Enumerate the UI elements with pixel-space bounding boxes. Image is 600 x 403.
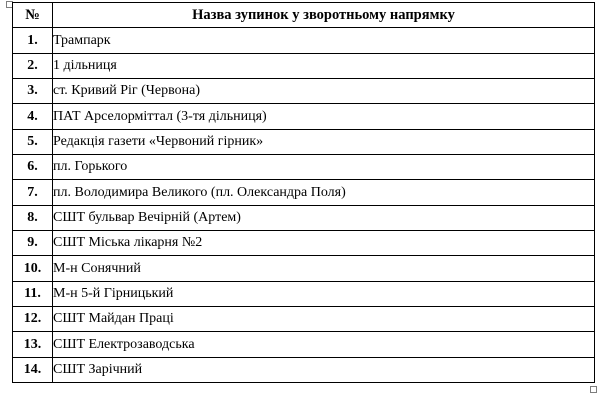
header-stop-name: Назва зупинок у зворотньому напрямку bbox=[53, 3, 595, 28]
row-number: 4. bbox=[13, 104, 53, 129]
table-row bbox=[13, 53, 595, 78]
table-row bbox=[13, 357, 595, 382]
table-row bbox=[13, 104, 595, 129]
table-row bbox=[13, 231, 595, 256]
stop-name: пл. Володимира Великого (пл. Олександра Поля) bbox=[53, 180, 595, 205]
stop-name: СШТ Майдан Праці bbox=[53, 307, 595, 332]
row-number: 8. bbox=[13, 205, 53, 230]
stop-name: пл. Горького bbox=[53, 155, 595, 180]
stop-name: Трампарк bbox=[53, 28, 595, 53]
stop-name: СШТ Зарічний bbox=[53, 357, 595, 382]
stop-name: 1 дільниця bbox=[53, 53, 595, 78]
row-number: 6. bbox=[13, 155, 53, 180]
row-number: 7. bbox=[13, 180, 53, 205]
row-number: 1. bbox=[13, 28, 53, 53]
table-row bbox=[13, 332, 595, 357]
row-number: 9. bbox=[13, 231, 53, 256]
stop-name: Редакція газети «Червоний гірник» bbox=[53, 129, 595, 154]
table-body bbox=[13, 28, 595, 383]
header-number: № bbox=[13, 3, 53, 28]
table-row bbox=[13, 205, 595, 230]
table-resize-handle[interactable] bbox=[590, 386, 597, 393]
table-row bbox=[13, 129, 595, 154]
row-number: 2. bbox=[13, 53, 53, 78]
row-number: 12. bbox=[13, 307, 53, 332]
stop-name: СШТ Міська лікарня №2 bbox=[53, 231, 595, 256]
table-row bbox=[13, 180, 595, 205]
table-row bbox=[13, 256, 595, 281]
stop-name: ПАТ Арселорміттал (3-тя дільниця) bbox=[53, 104, 595, 129]
row-number: 3. bbox=[13, 79, 53, 104]
row-number: 11. bbox=[13, 281, 53, 306]
row-number: 14. bbox=[13, 357, 53, 382]
stop-name: ст. Кривий Ріг (Червона) bbox=[53, 79, 595, 104]
row-number: 5. bbox=[13, 129, 53, 154]
stops-table bbox=[12, 2, 595, 383]
row-number: 13. bbox=[13, 332, 53, 357]
stop-name: СШТ бульвар Вечірній (Артем) bbox=[53, 205, 595, 230]
stop-name: М-н 5-й Гірницький bbox=[53, 281, 595, 306]
row-number: 10. bbox=[13, 256, 53, 281]
stop-name: М-н Сонячний bbox=[53, 256, 595, 281]
table-row bbox=[13, 79, 595, 104]
table-row bbox=[13, 28, 595, 53]
table-row bbox=[13, 281, 595, 306]
table-header-row bbox=[13, 3, 595, 28]
stop-name: СШТ Електрозаводська bbox=[53, 332, 595, 357]
table-row bbox=[13, 307, 595, 332]
table-row bbox=[13, 155, 595, 180]
